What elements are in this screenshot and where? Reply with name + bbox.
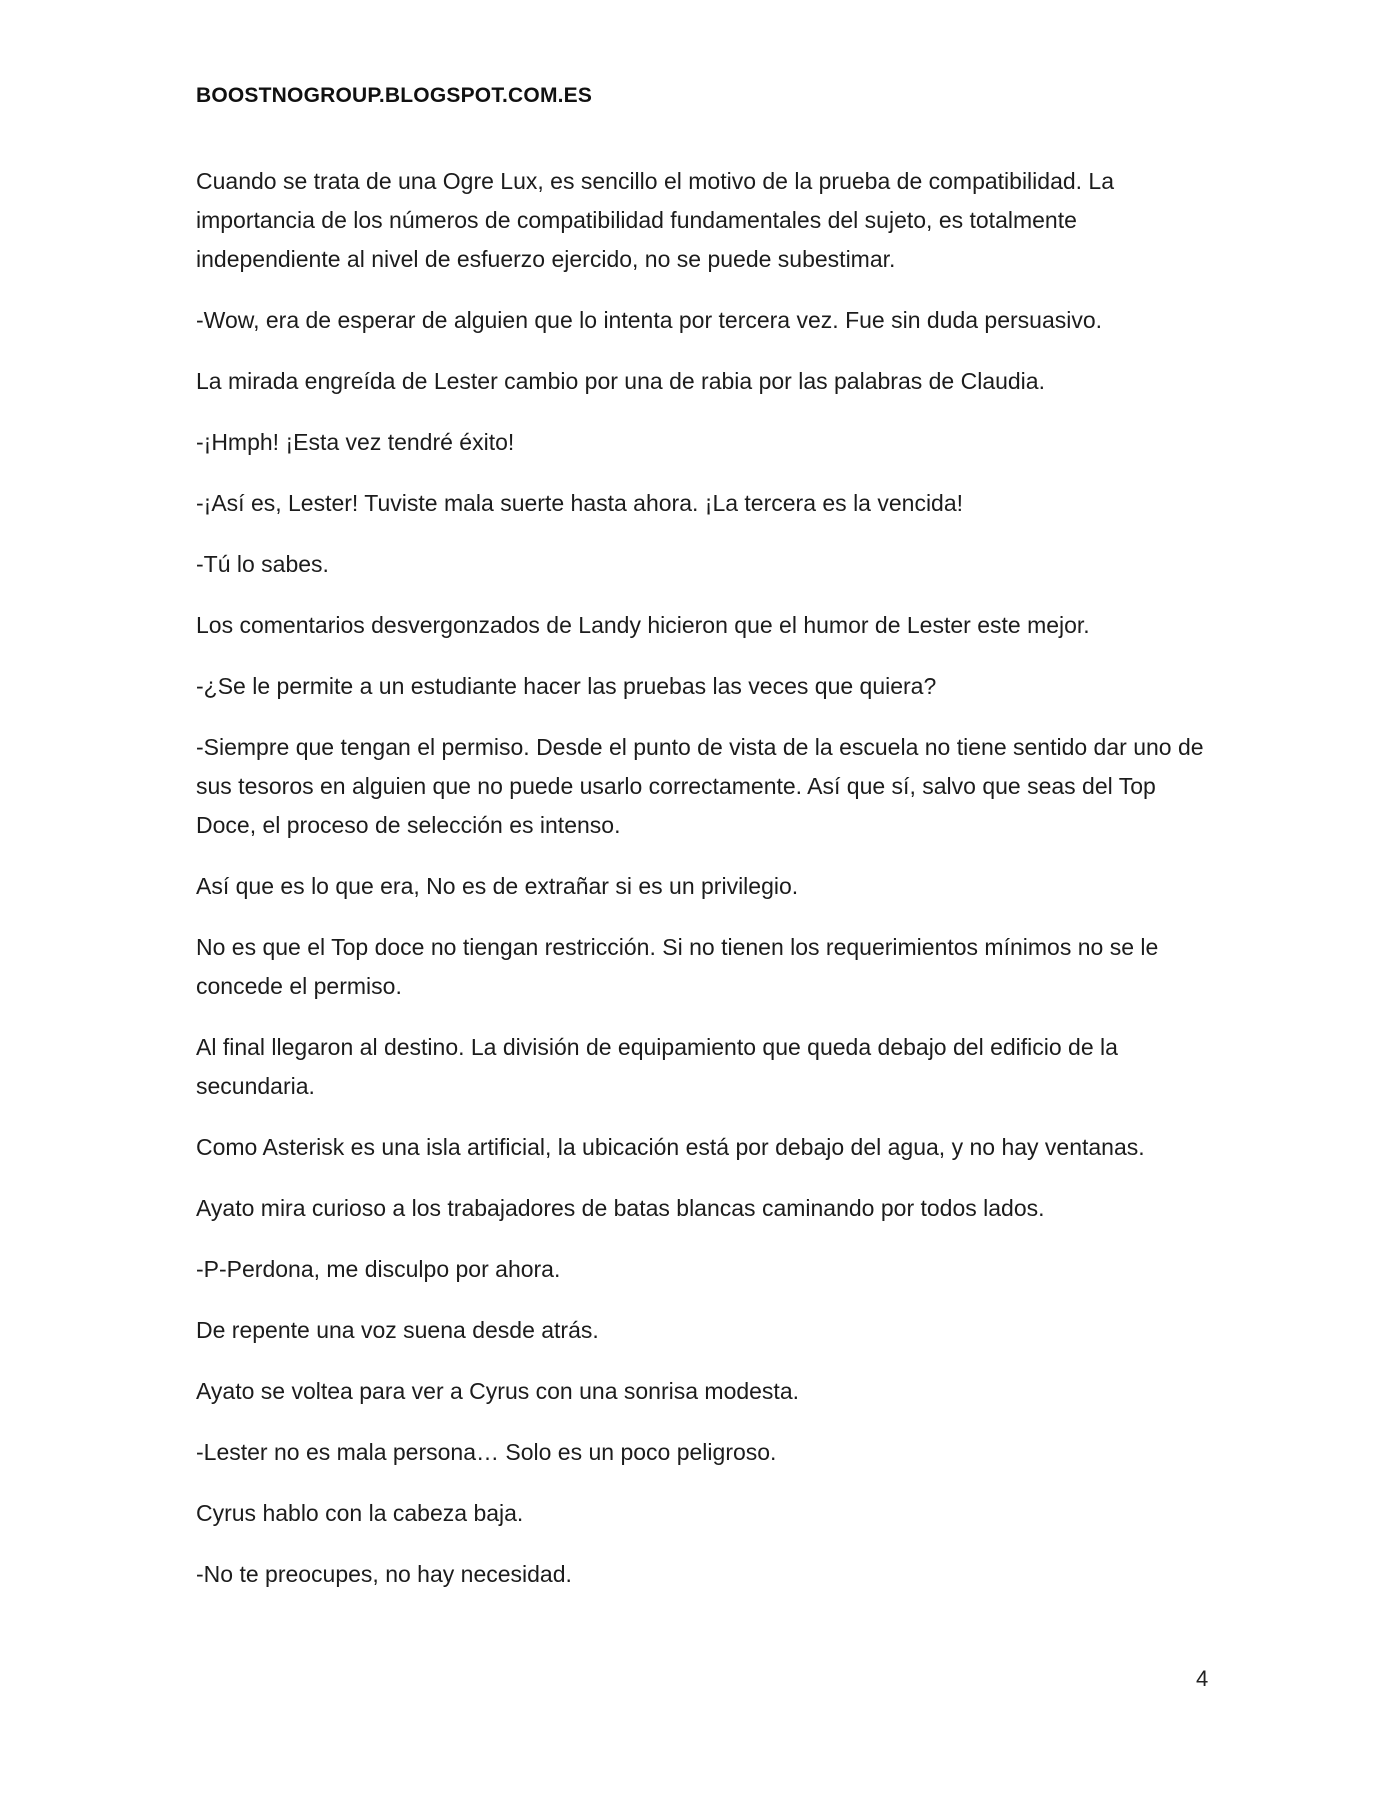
paragraph: La mirada engreída de Lester cambio por una de rabia por las palabras de Claudia. [196, 368, 1045, 394]
paragraph: -Tú lo sabes. [196, 551, 329, 577]
paragraph: -No te preocupes, no hay necesidad. [196, 1561, 572, 1587]
paragraph: Al final llegaron al destino. La división de equipamiento que queda debajo del edificio de la secundaria. [196, 1034, 1118, 1099]
paragraph: Cyrus hablo con la cabeza baja. [196, 1500, 524, 1526]
paragraph: De repente una voz suena desde atrás. [196, 1317, 599, 1343]
paragraph: Ayato mira curioso a los trabajadores de batas blancas caminando por todos lados. [196, 1195, 1045, 1221]
paragraph: Ayato se voltea para ver a Cyrus con una sonrisa modesta. [196, 1378, 800, 1404]
body-text [196, 162, 1206, 1616]
page-header: BOOSTNOGROUP.BLOGSPOT.COM.ES [196, 84, 593, 107]
paragraph: -Lester no es mala persona… Solo es un poco peligroso. [196, 1439, 777, 1465]
paragraph: Así que es lo que era, No es de extrañar si es un privilegio. [196, 873, 799, 899]
paragraph: Como Asterisk es una isla artificial, la ubicación está por debajo del agua, y no hay ventanas. [196, 1134, 1145, 1160]
paragraph: Cuando se trata de una Ogre Lux, es sencillo el motivo de la prueba de compatibilidad. La importancia de los números de compatibilidad fundamentales del sujeto, es totalmente independiente al nivel de esfuerzo ejercido, no se puede subestimar. [196, 168, 1115, 272]
paragraph: -P-Perdona, me disculpo por ahora. [196, 1256, 561, 1282]
paragraph: -Wow, era de esperar de alguien que lo intenta por tercera vez. Fue sin duda persuasivo. [196, 307, 1103, 333]
paragraph: -¿Se le permite a un estudiante hacer las pruebas las veces que quiera? [196, 673, 937, 699]
paragraph: Los comentarios desvergonzados de Landy hicieron que el humor de Lester este mejor. [196, 612, 1090, 638]
paragraph: -Siempre que tengan el permiso. Desde el punto de vista de la escuela no tiene sentido dar uno de sus tesoros en alguien que no puede usarlo correctamente. Así que sí, salvo que seas del Top Doce, el proceso de selección es intenso. [196, 734, 1204, 838]
paragraph: -¡Hmph! ¡Esta vez tendré éxito! [196, 429, 515, 455]
page-number: 4 [1196, 1666, 1209, 1691]
paragraph: -¡Así es, Lester! Tuviste mala suerte hasta ahora. ¡La tercera es la vencida! [196, 490, 964, 516]
paragraph: No es que el Top doce no tiengan restricción. Si no tienen los requerimientos mínimos no se le concede el permiso. [196, 934, 1159, 999]
